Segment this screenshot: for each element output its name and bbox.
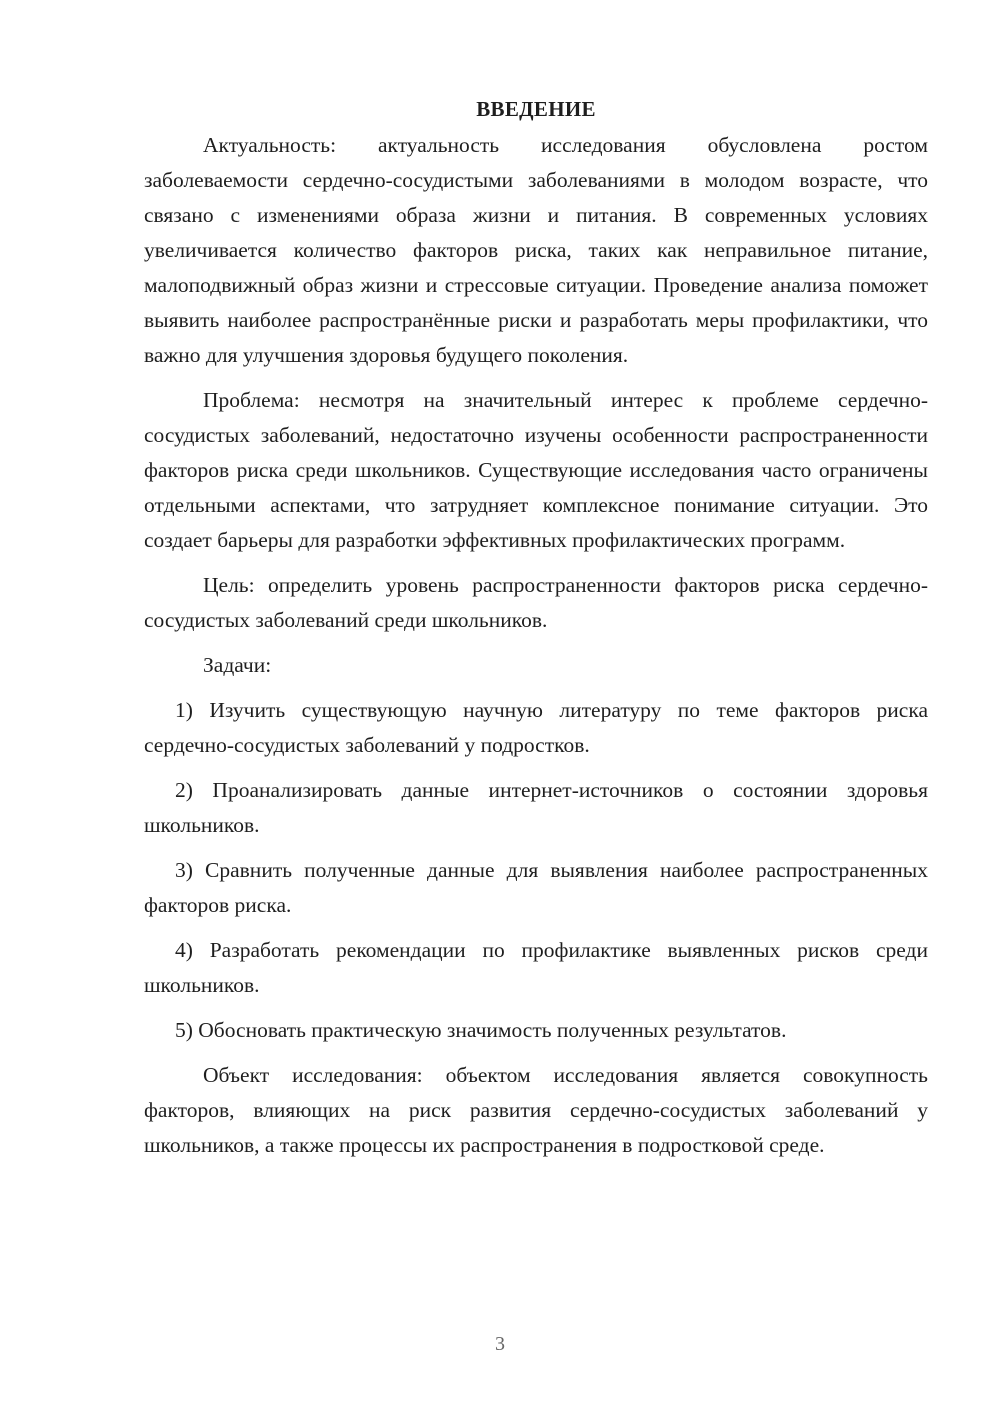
- task-item-1: 1) Изучить существующую научную литературу по теме факторов риска сердечно-сосудистых заболеваний у подростков.: [144, 698, 928, 757]
- tasks-heading: Задачи:: [203, 653, 272, 677]
- task-item-5: 5) Обосновать практическую значимость полученных результатов.: [175, 1018, 787, 1042]
- page-number: 3: [495, 1333, 505, 1355]
- relevance-paragraph: Актуальность: актуальность исследования обусловлена ростом заболеваемости сердечно-сосудистыми заболеваниями в молодом возрасте, что связано с изменениями образа жизни и питания. В современных условиях увеличивается количество факторов риска, таких как неправильное питание, малоподвижный образ жизни и стрессовые ситуации. Проведение анализа поможет выявить наиболее распространённые риски и разработать меры профилактики, что важно для улучшения здоровья будущего поколения.: [144, 133, 928, 367]
- problem-paragraph: Проблема: несмотря на значительный интерес к проблеме сердечно-сосудистых заболеваний, недостаточно изучены особенности распространенности факторов риска среди школьников. Существующие исследования часто ограничены отдельными аспектами, что затрудняет комплексное понимание ситуации. Это создает барьеры для разработки эффективных профилактических программ.: [144, 388, 928, 552]
- task-item-4: 4) Разработать рекомендации по профилактике выявленных рисков среди школьников.: [144, 938, 928, 997]
- task-item-2: 2) Проанализировать данные интернет-источников о состоянии здоровья школьников.: [144, 778, 928, 837]
- object-paragraph: Объект исследования: объектом исследования является совокупность факторов, влияющих на риск развития сердечно-сосудистых заболеваний у школьников, а также процессы их распространения в подростковой среде.: [144, 1063, 928, 1157]
- task-item-3: 3) Сравнить полученные данные для выявления наиболее распространенных факторов риска.: [144, 858, 928, 917]
- goal-paragraph: Цель: определить уровень распространенности факторов риска сердечно-сосудистых заболеваний среди школьников.: [144, 573, 928, 632]
- page-title: ВВЕДЕНИЕ: [476, 97, 596, 121]
- page-content: [144, 94, 928, 1163]
